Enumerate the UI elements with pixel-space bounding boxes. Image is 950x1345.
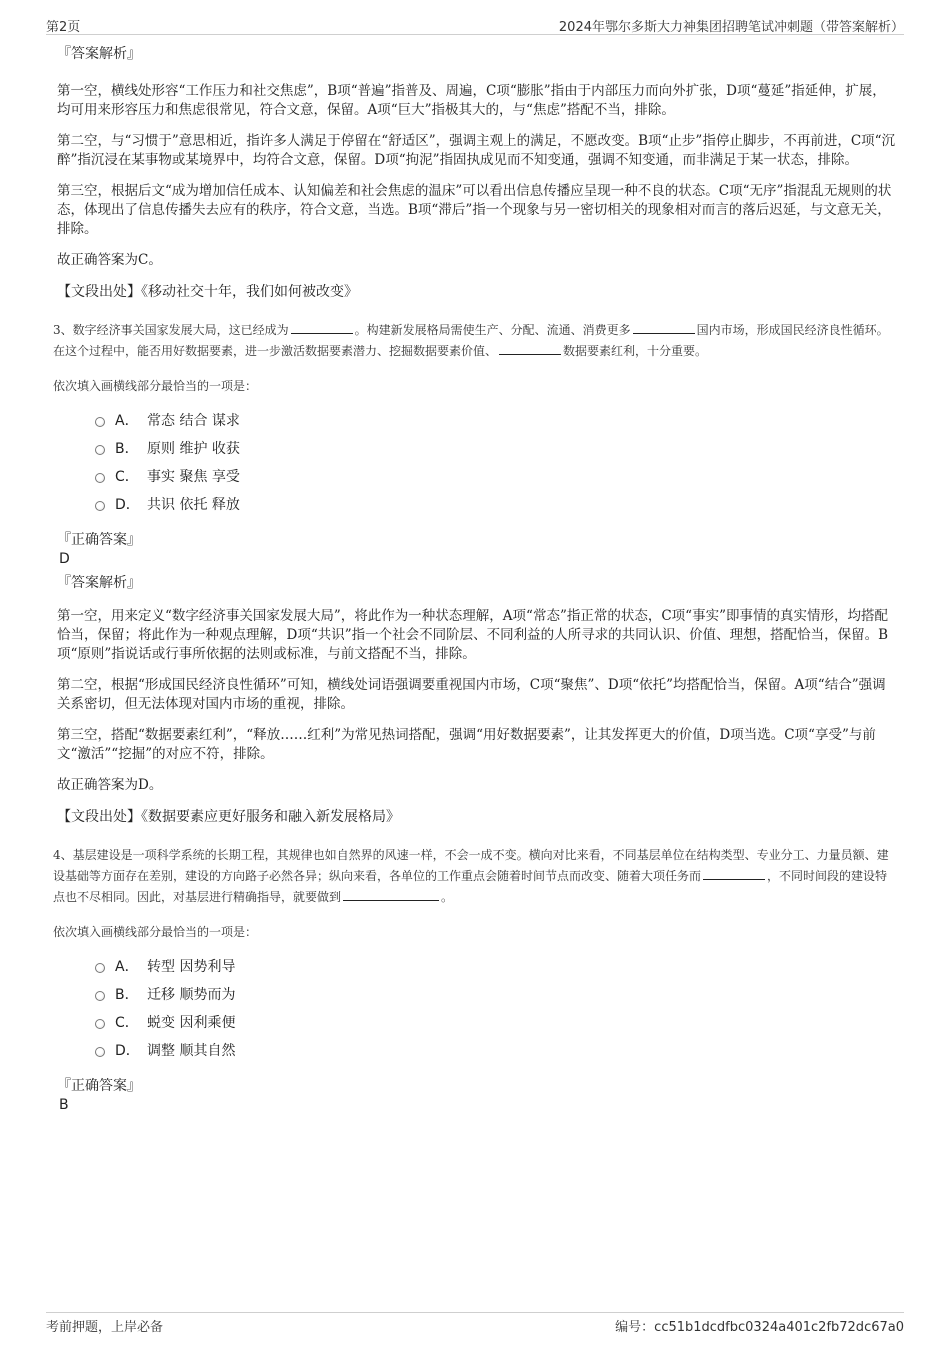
analysis-label: 『答案解析』 bbox=[57, 46, 141, 62]
radio-icon[interactable] bbox=[95, 963, 105, 973]
correct-answer: D bbox=[59, 551, 70, 567]
radio-icon[interactable] bbox=[95, 473, 105, 483]
option-c[interactable]: C． 事实 聚焦 享受 bbox=[95, 462, 899, 490]
radio-icon[interactable] bbox=[95, 1019, 105, 1029]
document-id: 编号：cc51b1dcdfbc0324a401c2fb72dc67a0 bbox=[615, 1320, 904, 1335]
option-a[interactable]: A． 转型 因势利导 bbox=[95, 952, 899, 980]
radio-icon[interactable] bbox=[95, 501, 105, 511]
q4-text-c: 。 bbox=[441, 890, 454, 904]
option-c[interactable]: C． 蜕变 因利乘便 bbox=[95, 1008, 899, 1036]
radio-icon[interactable] bbox=[95, 991, 105, 1001]
correct-answer-label: 『正确答案』 bbox=[57, 532, 141, 548]
blank-2 bbox=[343, 888, 439, 901]
page-header bbox=[46, 14, 904, 35]
radio-icon[interactable] bbox=[95, 1047, 105, 1057]
source-citation: 【文段出处】《数据要素应更好服务和融入新发展格局》 bbox=[57, 809, 400, 825]
q3-text-d: 数据要素红利，十分重要。 bbox=[563, 344, 708, 358]
analysis-paragraph-3: 第三空，根据后文“成为增加信任成本、认知偏差和社会焦虑的温床”可以看出信息传播应呈现一种不良的状态。C项“无序”指混乱无规则的状态，体现出了信息传播失去应有的秩序，符合文意，当选。B项“滞后”指一个现象与另一密切相关的现象相对而言的落后迟延，与文意无关，排除。 bbox=[57, 183, 892, 237]
option-d[interactable]: D． 调整 顺其自然 bbox=[95, 1036, 899, 1064]
analysis-paragraph-3: 第三空，搭配“数据要素红利”，“释放……红利”为常见热词搭配，强调“用好数据要素”，让其发挥更大的价值，D项当选。C项“享受”与前文“激活”“挖掘”的对应不符，排除。 bbox=[57, 727, 876, 762]
q4-text-b: ，不同时间段的建设特点也不尽相同。因此，对基层进行精确指导，就要做到 bbox=[53, 869, 888, 904]
option-a[interactable]: A． 常态 结合 谋求 bbox=[95, 406, 899, 434]
page-number: 第2页 bbox=[46, 20, 81, 35]
option-d[interactable]: D． 共识 依托 释放 bbox=[95, 490, 899, 518]
analysis-paragraph-2: 第二空，与“习惯于”意思相近，指许多人满足于停留在“舒适区”，强调主观上的满足，不愿改变。B项“止步”指停止脚步，不再前进，C项“沉醉”指沉浸在某事物或某境界中，均符合文意，保留。D项“拘泥”指固执成见而不知变通，强调不知变通，而非满足于某一状态，排除。 bbox=[57, 133, 896, 168]
blank-1 bbox=[291, 321, 353, 334]
source-citation: 【文段出处】《移动社交十年，我们如何被改变》 bbox=[57, 284, 358, 300]
question-4-options bbox=[95, 952, 899, 1064]
radio-icon[interactable] bbox=[95, 445, 105, 455]
radio-icon[interactable] bbox=[95, 417, 105, 427]
conclusion: 故正确答案为D。 bbox=[57, 777, 163, 793]
question-4-prompt: 依次填入画横线部分最恰当的一项是： bbox=[53, 925, 258, 939]
question-3-options bbox=[95, 406, 899, 518]
question-3-text bbox=[53, 320, 899, 362]
option-b[interactable]: B． 迁移 顺势而为 bbox=[95, 980, 899, 1008]
document-title: 2024年鄂尔多斯大力神集团招聘笔试冲刺题（带答案解析） bbox=[558, 20, 904, 35]
q4-text-a: 4、基层建设是一项科学系统的长期工程，其规律也如自然界的风速一样，不会一成不变。横向对比来看，不同基层单位在结构类型、专业分工、力量员额、建设基础等方面存在差别，建设的方向路子必然各异；纵向来看，各单位的工作重点会随着时间节点而改变、随着大项任务而 bbox=[53, 848, 889, 883]
q3-text-a: 3、数字经济事关国家发展大局，这已经成为 bbox=[53, 323, 289, 337]
analysis-label: 『答案解析』 bbox=[57, 575, 141, 591]
page-footer bbox=[46, 1312, 904, 1335]
blank-3 bbox=[499, 342, 561, 355]
correct-answer: B bbox=[59, 1097, 69, 1113]
blank-1 bbox=[703, 867, 765, 880]
q3-text-b: 。构建新发展格局需使生产、分配、流通、消费更多 bbox=[354, 323, 631, 337]
analysis-paragraph-1: 第一空，用来定义“数字经济事关国家发展大局”，将此作为一种状态理解，A项“常态”指正常的状态，C项“事实”即事情的真实情形，均搭配恰当，保留；将此作为一种观点理解，D项“共识”指一个社会不同阶层、不同利益的人所寻求的共同认识、价值、理想，搭配恰当，保留。B项“原则”指说话或行事所依据的法则或标准，与前文搭配不当，排除。 bbox=[57, 608, 889, 662]
q3-text-c: 国内市场，形成国民经济良性循环。在这个过程中，能否用好数据要素，进一步激活数据要素潜力、挖掘数据要素价值、 bbox=[53, 323, 889, 358]
question-3-prompt: 依次填入画横线部分最恰当的一项是： bbox=[53, 379, 258, 393]
blank-2 bbox=[633, 321, 695, 334]
document-body bbox=[53, 44, 899, 1119]
option-b[interactable]: B． 原则 维护 收获 bbox=[95, 434, 899, 462]
analysis-paragraph-1: 第一空，横线处形容“工作压力和社交焦虑”，B项“普遍”指普及、周遍，C项“膨胀”指由于内部压力而向外扩张，D项“蔓延”指延伸，扩展，均可用来形容压力和焦虑很常见，符合文意，保留。A项“巨大”指极其大的，与“焦虑”搭配不当，排除。 bbox=[57, 83, 886, 118]
analysis-paragraph-2: 第二空，根据“形成国民经济良性循环”可知，横线处词语强调要重视国内市场，C项“聚焦”、D项“依托”均搭配恰当，保留。A项“结合”强调关系密切，但无法体现对国内市场的重视，排除。 bbox=[57, 677, 886, 712]
footer-slogan: 考前押题，上岸必备 bbox=[46, 1320, 164, 1335]
conclusion: 故正确答案为C。 bbox=[57, 252, 162, 268]
question-4-text bbox=[53, 845, 899, 908]
correct-answer-label: 『正确答案』 bbox=[57, 1078, 141, 1094]
